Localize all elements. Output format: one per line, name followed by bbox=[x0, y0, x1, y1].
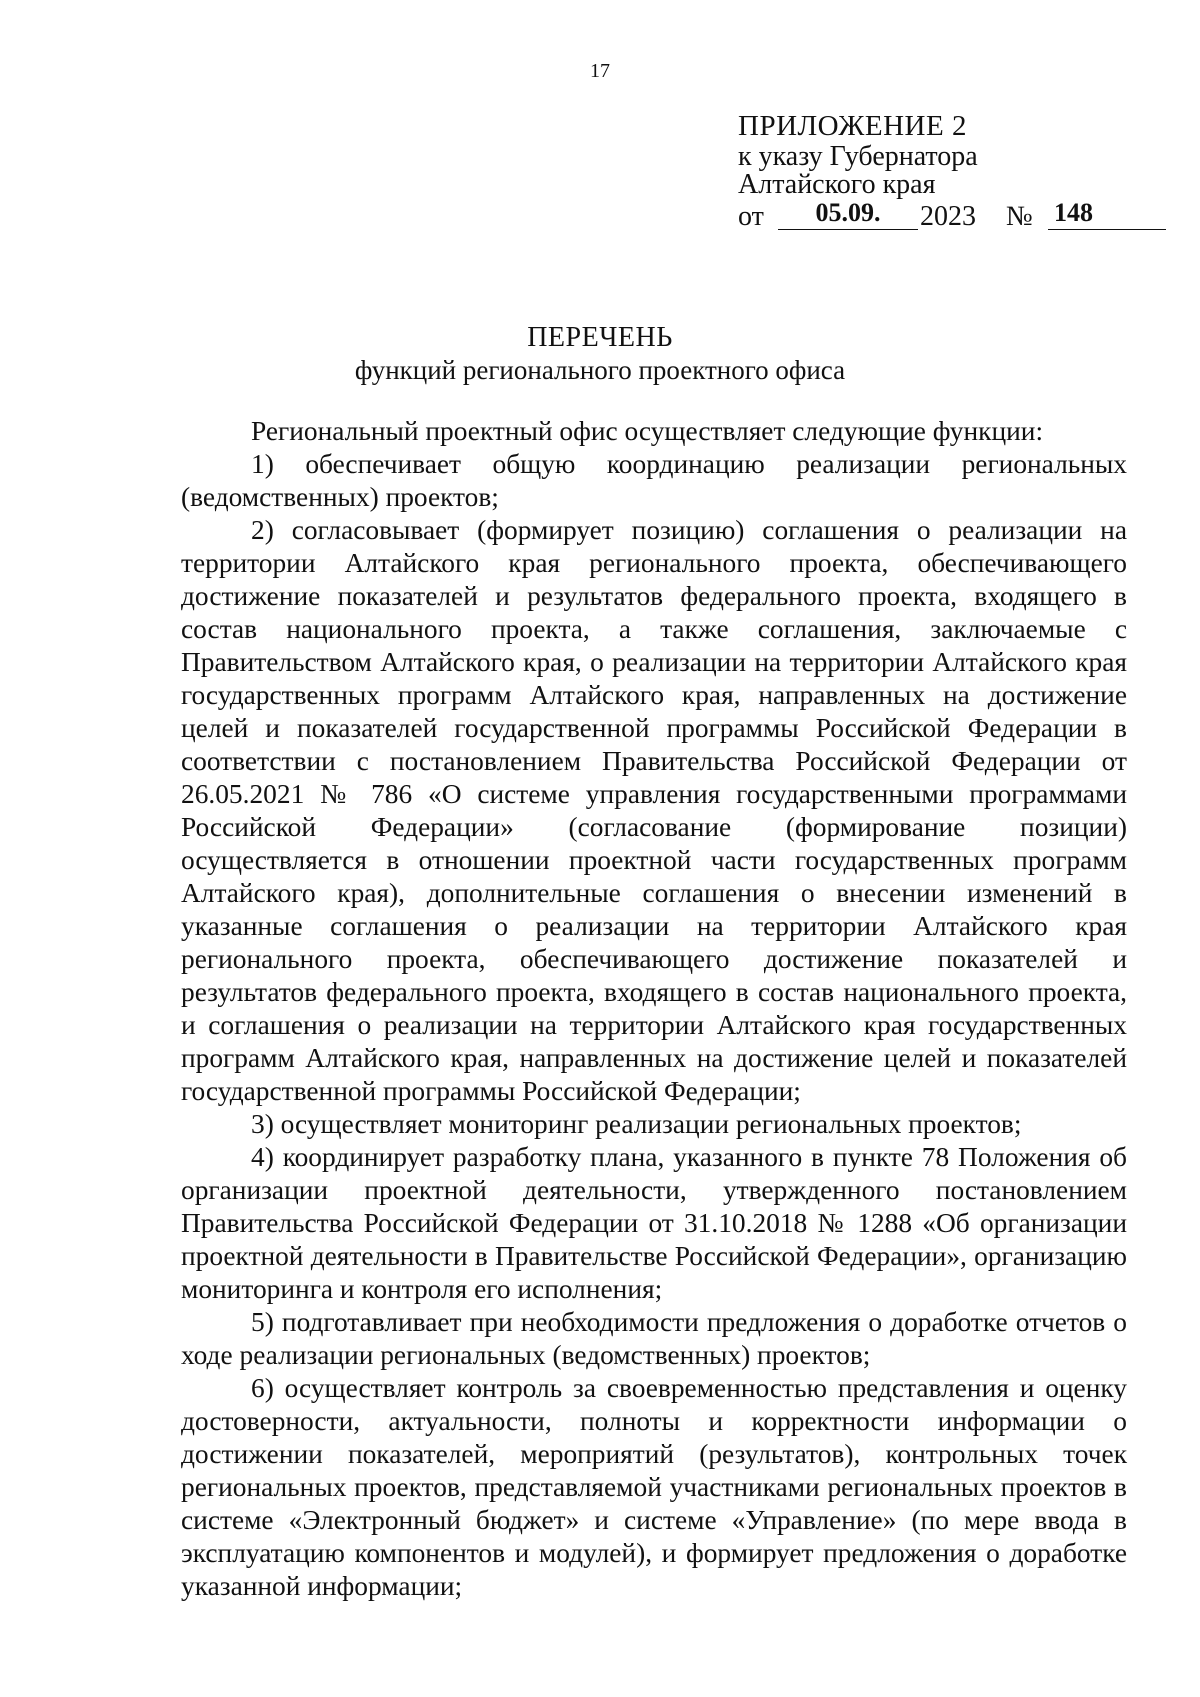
list-item: 4) координирует разработку плана, указанного в пункте 78 Положения об организации проектной деятельности, утвержденного постановлением Правительства Российской Федерации от 31.10.2018 № 1288 «Об организации проектной деятельности в Правительстве Российской Федерации», организацию мониторинга и контроля его исполнения; bbox=[181, 1142, 1127, 1304]
document-body bbox=[181, 415, 1127, 1603]
list-item: 5) подготавливает при необходимости предложения о доработке отчетов о ходе реализации региональных (ведомственных) проектов; bbox=[181, 1307, 1127, 1370]
date-year: 2023 bbox=[920, 201, 976, 232]
document-subtitle: функций регионального проектного офиса bbox=[354, 355, 846, 385]
list-item: 1) обеспечивает общую координацию реализации региональных (ведомственных) проектов; bbox=[181, 449, 1127, 512]
appendix-date-row bbox=[738, 198, 1093, 232]
page-number: 17 bbox=[590, 60, 610, 82]
document-title: ПЕРЕЧЕНЬ bbox=[527, 322, 673, 353]
intro-paragraph: Региональный проектный офис осуществляет следующие функции: bbox=[251, 416, 1044, 446]
appendix-block bbox=[738, 110, 1093, 232]
number-value: 148 bbox=[1048, 199, 1166, 230]
appendix-line-2: Алтайского края bbox=[738, 169, 936, 200]
number-prefix: № bbox=[1006, 201, 1033, 232]
appendix-title: ПРИЛОЖЕНИЕ 2 bbox=[738, 110, 967, 142]
list-item: 2) согласовывает (формирует позицию) соглашения о реализации на территории Алтайского края регионального проекта, обеспечивающего достижение показателей и результатов федерального проекта, входящего в состав национального проекта, а также соглашения, заключаемые с Правительством Алтайского края, о реализации на территории Алтайского края государственных программ Алтайского края, направленных на достижение целей и показателей государственной программы Российской Федерации в соответствии с постановлением Правительства Российской Федерации от 26.05.2021 № 786 «О системе управления государственными программами Российской Федерации» (согласование (формирование позиции) осуществляется в отношении проектной части государственных программ Алтайского края), дополнительные соглашения о внесении изменений в указанные соглашения о реализации на территории Алтайского края регионального проекта, обеспечивающего достижение показателей и результатов федерального проекта, входящего в состав национального проекта, и соглашения о реализации на территории Алтайского края государственных программ Алтайского края, направленных на достижение целей и показателей государственной программы Российской Федерации; bbox=[181, 515, 1127, 1106]
list-item: 3) осуществляет мониторинг реализации региональных проектов; bbox=[251, 1109, 1022, 1139]
list-item: 6) осуществляет контроль за своевременностью представления и оценку достоверности, актуальности, полноты и корректности информации о достижении показателей, мероприятий (результатов), контрольных точек региональных проектов, представляемой участниками региональных проектов в системе «Электронный бюджет» и системе «Управление» (по мере ввода в эксплуатацию компонентов и модулей), и формирует предложения о доработке указанной информации; bbox=[181, 1373, 1127, 1601]
date-prefix: от bbox=[738, 201, 764, 232]
appendix-line-1: к указу Губернатора bbox=[738, 141, 978, 172]
date-day: 05.09. bbox=[778, 199, 918, 230]
